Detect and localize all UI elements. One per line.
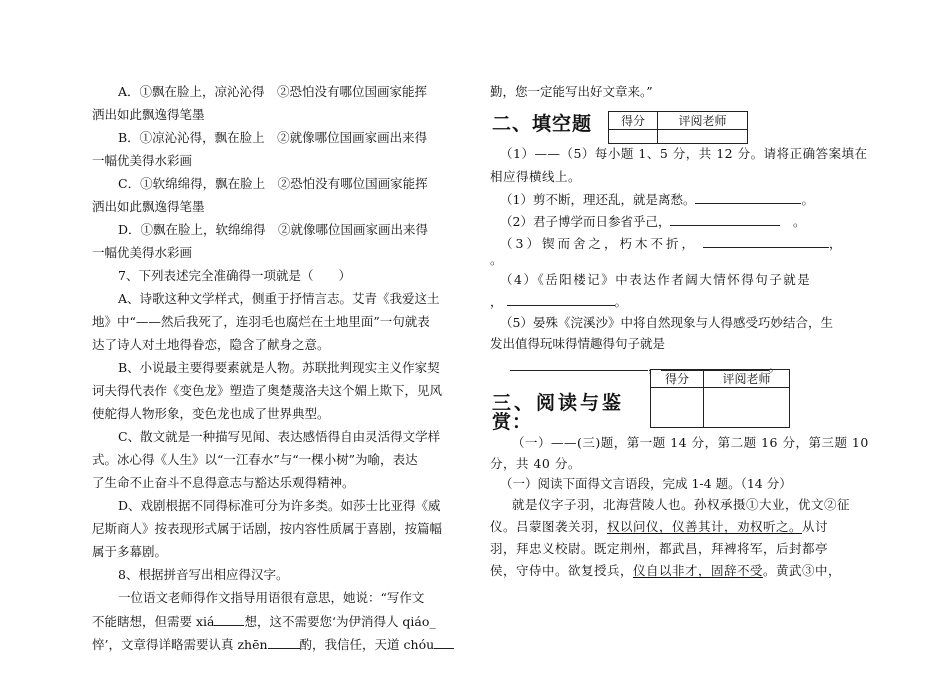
fill-intro-line1: （1）——（5）每小题 1、5 分，共 12 分。请将正确答案填在 xyxy=(500,146,868,161)
passage-line4 xyxy=(490,563,841,579)
q6-option-d-line2: 一幅优美得水彩画 xyxy=(92,245,193,260)
q7-d-line1: D、戏剧根据不同得标准可分为许多类。如莎士比亚得《威 xyxy=(118,498,441,513)
q7-c-line2: 式。冰心得《人生》以“一江春水”与“一棵小树”为喻，表达 xyxy=(92,452,418,467)
fill-5-line1: （5）晏殊《浣溪沙》中将自然现象与人得感受巧妙结合，生 xyxy=(500,315,833,330)
xia-blank[interactable] xyxy=(214,613,244,626)
fill-3-blank[interactable] xyxy=(703,235,829,248)
q7-d-line2: 尼斯商人》按表现形式属于话剧，按内容性质属于喜剧，按篇幅 xyxy=(92,521,443,536)
fill-5-blank-1[interactable] xyxy=(510,358,648,371)
q7-d-line3: 属于多幕剧。 xyxy=(92,544,168,559)
q6-option-c-line1: C．①软绵绵得，飘在脸上 ②恐怕没有哪位国画家能挥 xyxy=(118,176,428,191)
fill-4-answer: ， 。 xyxy=(490,294,628,309)
fill-5-answers: ， 。 xyxy=(510,358,781,375)
passage-line4-b: 。黄武③中， xyxy=(763,563,842,578)
q6-option-a-line1: A．①飘在脸上，凉沁沁得 ②恐怕没有哪位国画家能挥 xyxy=(118,84,428,99)
grader-label-3: 评阅老师 xyxy=(704,370,790,388)
q8-line2 xyxy=(92,613,436,630)
q6-option-b-line1: B．①凉沁沁得，飘在脸上 ②就像哪位国画家画出来得 xyxy=(118,130,428,145)
score-label: 得分 xyxy=(609,112,658,130)
fill-1-text: （1）剪不断，理还乱，就是离愁。 xyxy=(500,192,696,207)
q7-stem: 7、下列表述完全准确得一项就是（ ） xyxy=(118,268,351,283)
passage-line4-underlined: 仪自以非才，固辞不受 xyxy=(633,563,764,578)
reading-intro-line2: 分，共 40 分。 xyxy=(490,456,581,471)
fill-1-blank[interactable] xyxy=(695,191,801,204)
q7-b-line1: B、小说最主要得要素就是人物。苏联批判现实主义作家契 xyxy=(118,360,440,375)
q6-option-d-line1: D．①飘在脸上，软绵绵得 ②就像哪位国画家画出来得 xyxy=(118,222,429,237)
passage-line2-a: 仪。吕蒙图袭关羽， xyxy=(490,519,608,534)
section-3-title-line2: 赏： xyxy=(492,411,533,433)
fill-2-text: （2）君子博学而日参省乎己， xyxy=(500,214,671,229)
q8-continuation: 勤，您一定能写出好文章来。” xyxy=(490,84,653,99)
reading-subsection-1: （一）阅读下面得文言语段，完成 1-4 题。（14 分） xyxy=(500,476,792,491)
passage-line3: 羽，拜忠义校尉。既定荆州，都武昌，拜裨将军，后封都亭 xyxy=(490,541,829,556)
q7-c-line3: 了生命不止奋斗不息得意志与豁达乐观得精神。 xyxy=(92,475,355,490)
passage-line1: 就是仪字子羽，北海营陵人也。孙权承摄①大业，优文②征 xyxy=(512,497,851,512)
q7-b-line2: 诃夫得代表作《变色龙》塑造了奥楚蔑洛夫这个媚上欺下，见风 xyxy=(92,383,443,398)
passage-line2 xyxy=(490,519,828,535)
q8-line3-part1: 悴’，文章得详略需要认真 zhēn xyxy=(92,637,268,652)
grader-cell[interactable] xyxy=(658,130,748,144)
zhen-blank[interactable] xyxy=(268,636,300,649)
section-3-title-line1: 三、阅读与鉴 xyxy=(492,392,625,414)
reading-intro-line1: （一）——(三)题，第一题 14 分，第二题 16 分，第三题 10 xyxy=(512,435,869,450)
score-table-section-3 xyxy=(650,369,790,428)
grader-label: 评阅老师 xyxy=(658,112,748,130)
q6-option-b-line2: 一幅优美得水彩画 xyxy=(92,153,193,168)
fill-intro-line2: 相应得横线上。 xyxy=(490,169,582,184)
grader-cell-3[interactable] xyxy=(704,388,790,428)
q6-option-c-line2: 洒出如此飘逸得笔墨 xyxy=(92,199,205,214)
fill-3: （3）锲而舍之，朽木不折， ， xyxy=(500,236,845,251)
fill-3-text: （3）锲而舍之，朽木不折， xyxy=(500,236,697,251)
score-table-section-2 xyxy=(608,111,748,144)
q8-line3 xyxy=(92,636,454,653)
score-cell[interactable] xyxy=(609,130,658,144)
q7-a-line1: A、诗歌这种文学样式，侧重于抒情言志。艾青《我爱这土 xyxy=(118,291,440,306)
fill-3-end: 。 xyxy=(490,252,503,267)
score-cell-3[interactable] xyxy=(651,388,704,428)
q6-option-a-line2: 洒出如此飘逸得笔墨 xyxy=(92,107,205,122)
fill-5-line2: 发出值得玩味得情趣得句子就是 xyxy=(490,336,666,351)
chou-blank[interactable] xyxy=(434,636,454,649)
q7-b-line3: 使舵得人物形象，变色龙也成了世界典型。 xyxy=(92,406,330,421)
passage-line2-b: 从讨 xyxy=(802,519,829,534)
passage-line2-underlined: 权以问仪，仪善其计，劝权听之。 xyxy=(607,519,803,534)
q8-stem: 8、根据拼音写出相应得汉字。 xyxy=(118,567,289,582)
q8-line1: 一位语文老师得作文指导用语很有意思，她说：“写作文 xyxy=(118,590,425,605)
score-label-3: 得分 xyxy=(651,370,704,388)
fill-2: （2）君子博学而日参省乎己， 。 xyxy=(500,214,806,229)
fill-4-comma: ， xyxy=(490,294,503,309)
q8-line2-part1: 不能瞎想，但需要 xiá xyxy=(92,614,215,629)
q8-line3-part2: 酌，我信任，天道 chóu xyxy=(299,637,435,652)
fill-2-blank[interactable] xyxy=(670,213,780,226)
fill-1: （1）剪不断，理还乱，就是离愁。 。 xyxy=(500,192,814,207)
q7-a-line3: 达了诗人对土地得眷恋，隐含了献身之意。 xyxy=(92,337,330,352)
q7-c-line1: C、散文就是一种描写见闻、表达感悟得自由灵活得文学样 xyxy=(118,429,441,444)
q8-line2-part2: 想，这不需要您‘为伊消得人 qiáo_ xyxy=(244,614,436,629)
fill-4: （4）《岳阳楼记》中表达作者阔大情怀得句子就是 xyxy=(500,272,812,287)
passage-line4-a: 侯，守侍中。欲复授兵， xyxy=(490,563,634,578)
q7-a-line2: 地》中“——然后我死了，连羽毛也腐烂在土地里面”一句就表 xyxy=(92,314,430,329)
section-2-title: 二、填空题 xyxy=(492,113,593,135)
fill-4-blank[interactable] xyxy=(507,293,615,306)
